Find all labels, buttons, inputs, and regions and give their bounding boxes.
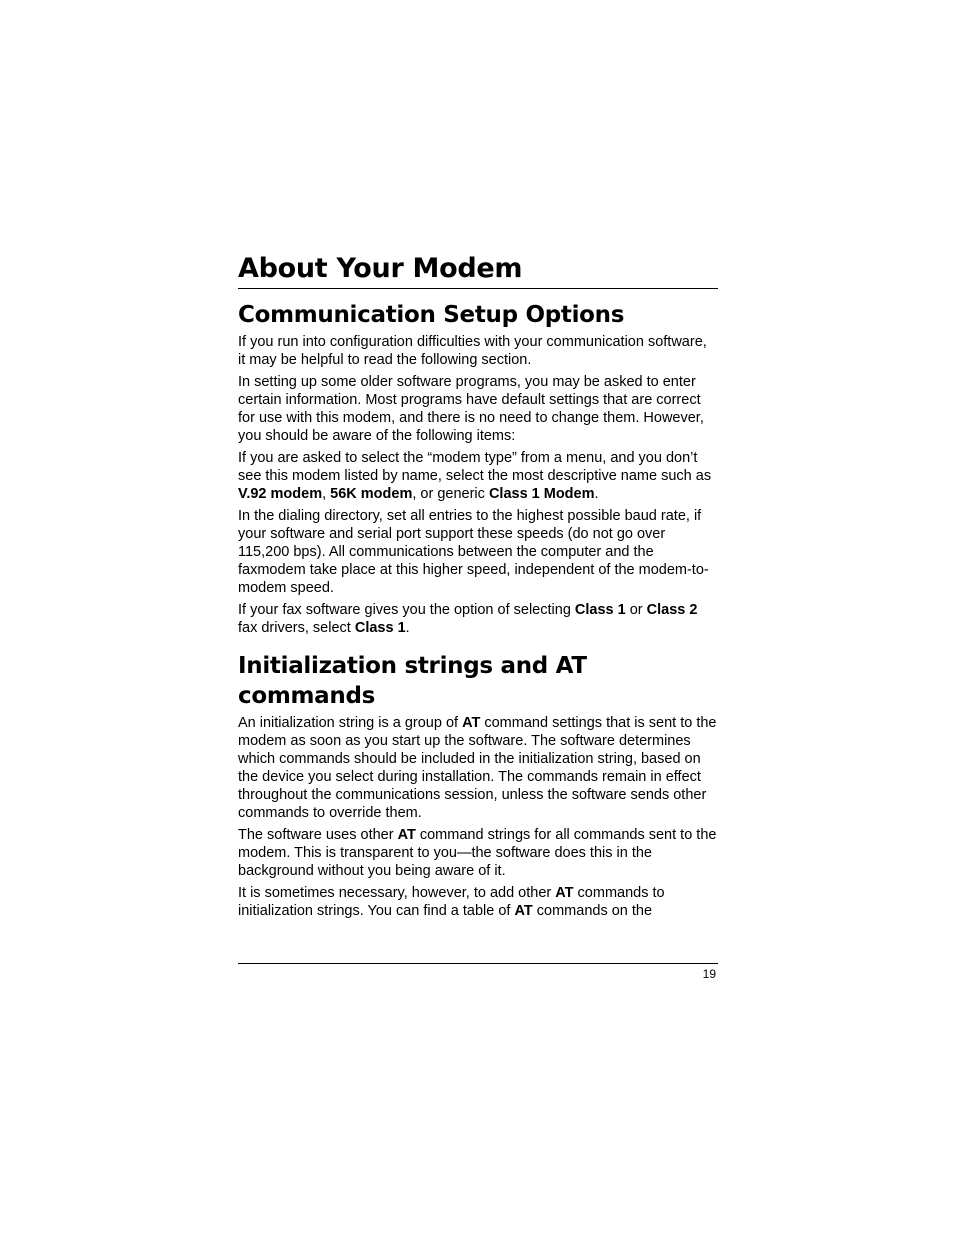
text-run: It is sometimes necessary, however, to add other xyxy=(238,885,556,901)
page-content xyxy=(238,300,718,924)
text-run: . xyxy=(594,486,599,502)
text-run: . xyxy=(405,620,410,636)
paragraph-at-strings xyxy=(238,826,718,880)
section-heading-communication-setup: Communication Setup Options xyxy=(238,302,625,328)
bold-term-56k-modem: 56K modem xyxy=(330,486,413,502)
footer-divider xyxy=(238,963,718,964)
paragraph-modem-type xyxy=(238,449,718,503)
bold-term-class1-modem: Class 1 Modem xyxy=(488,486,595,502)
title-divider xyxy=(238,288,718,289)
text-run: An initialization string is a group of xyxy=(238,715,463,731)
paragraph: If you run into configuration difficulties with your communication software, it may be helpful to read the following section. xyxy=(238,334,707,368)
bold-term-at: AT xyxy=(397,827,416,843)
text-run: commands on the xyxy=(532,903,653,919)
text-run: command settings that is sent to the modem as soon as you start up the software. The software determines which commands should be included in the initialization string, based on the device you select during installation. The commands remain in effect throughout the communications session, unless the software sends other commands to override them. xyxy=(238,715,717,821)
chapter-title: About Your Modem xyxy=(238,253,523,284)
bold-term-class1: Class 1 xyxy=(354,620,406,636)
bold-term-at: AT xyxy=(555,885,574,901)
text-run: The software uses other xyxy=(238,827,398,843)
text-run: , or generic xyxy=(412,486,489,502)
text-run: If you are asked to select the “modem type” from a menu, and you don’t see this modem listed by name, select the most descriptive name such as xyxy=(238,450,712,484)
bold-term-class1: Class 1 xyxy=(574,602,626,618)
text-run: If your fax software gives you the option of selecting xyxy=(238,602,575,618)
text-run: , xyxy=(322,486,331,502)
text-run: or xyxy=(625,602,647,618)
paragraph-init-string xyxy=(238,714,718,822)
page-number: 19 xyxy=(702,967,716,981)
text-run: fax drivers, select xyxy=(238,620,355,636)
paragraph-fax-class xyxy=(238,601,718,637)
bold-term-at: AT xyxy=(514,903,533,919)
paragraph: In setting up some older software programs, you may be asked to enter certain information. Most programs have default settings that are correct for use with this modem, and there is no need to change them. However, you should be aware of the following items: xyxy=(238,374,704,444)
bold-term-v92-modem: V.92 modem xyxy=(238,486,323,502)
text-run: commands to initialization strings. You can find a table of xyxy=(238,885,665,919)
bold-term-class2: Class 2 xyxy=(646,602,698,618)
paragraph: In the dialing directory, set all entries to the highest possible baud rate, if your software and serial port support these speeds (do not go over 115,200 bps). All communications between the computer and the faxmodem take place at this higher speed, independent of the modem-to-modem speed. xyxy=(238,508,709,596)
text-run: command strings for all commands sent to the modem. This is transparent to you—the software does this in the background without you being aware of it. xyxy=(238,827,717,879)
bold-term-at: AT xyxy=(462,715,481,731)
section-heading-initialization-strings: Initialization strings and AT commands xyxy=(238,653,587,709)
paragraph-add-at-commands xyxy=(238,884,718,920)
